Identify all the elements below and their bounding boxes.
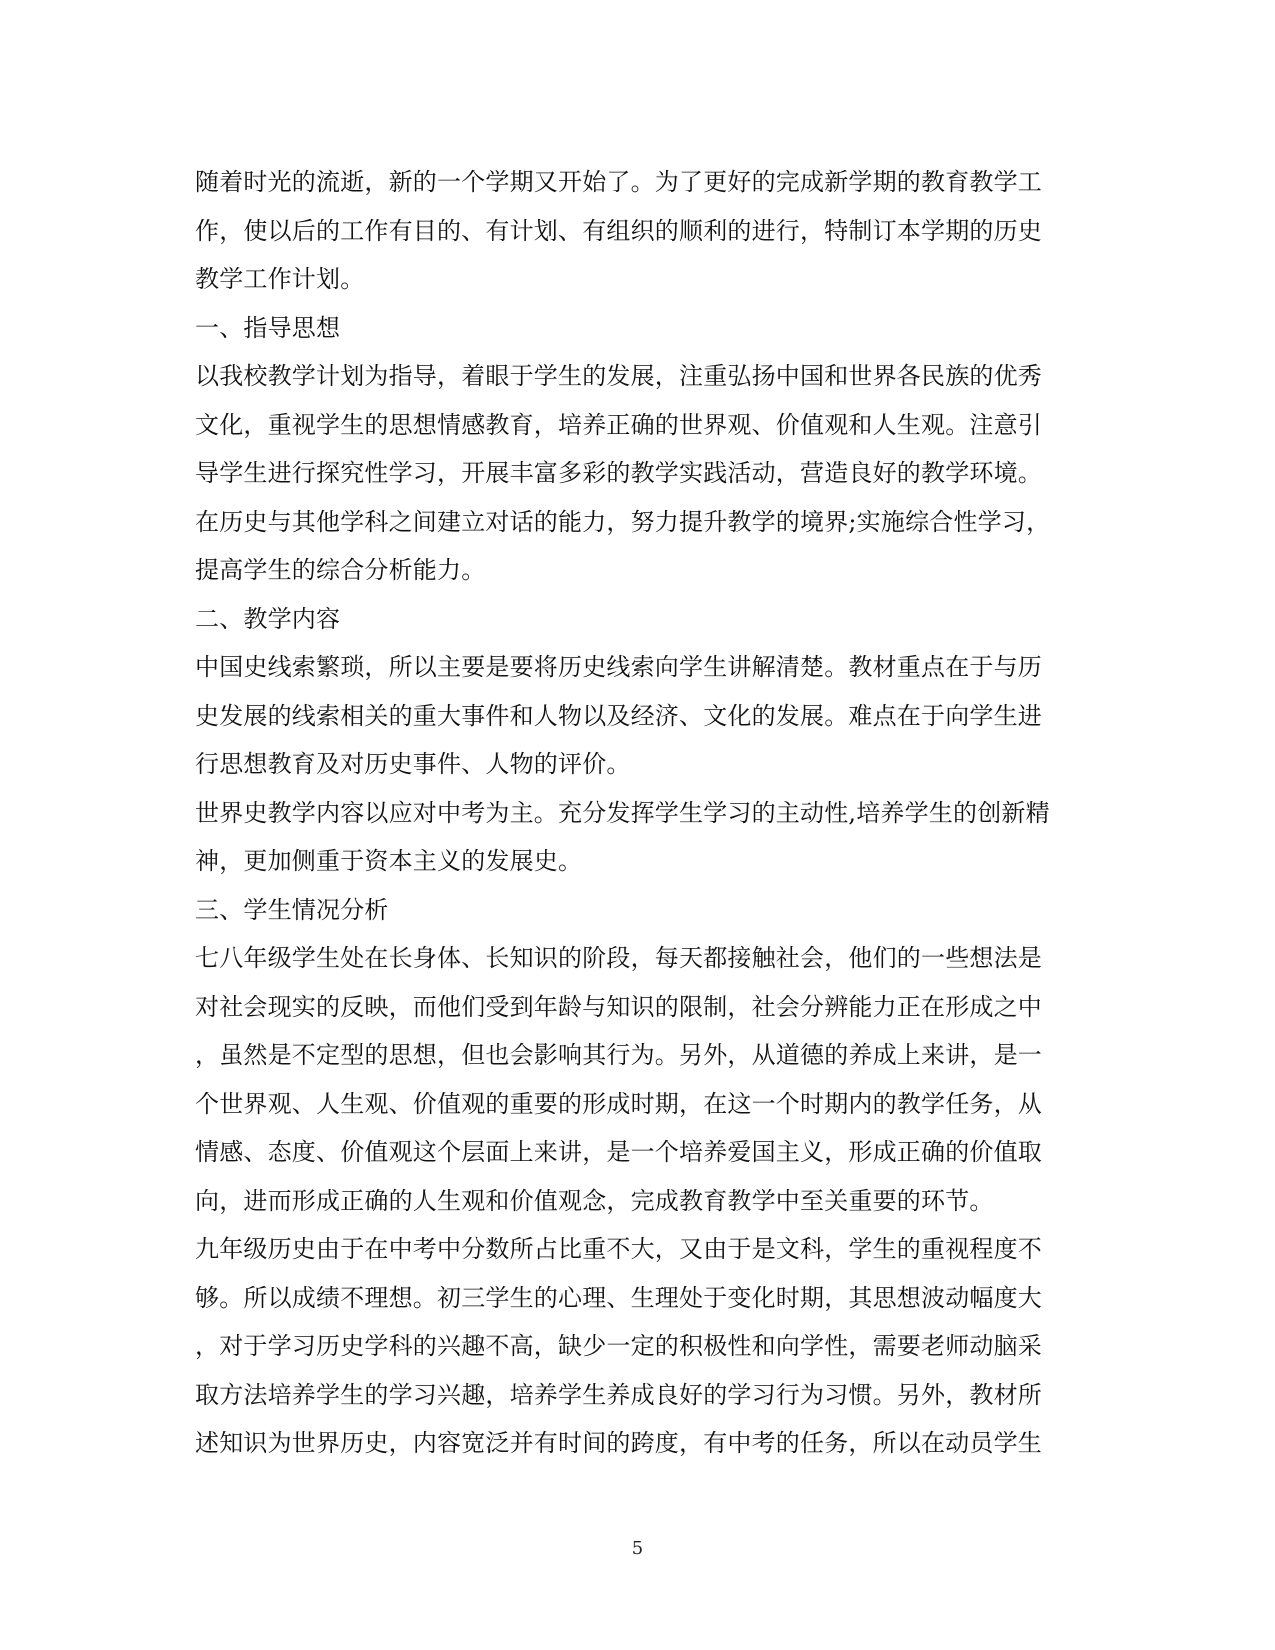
text-line: 九年级历史由于在中考中分数所占比重不大，又由于是文科，学生的重视程度不	[195, 1235, 1042, 1263]
text-line: 述知识为世界历史，内容宽泛并有时间的跨度，有中考的任务，所以在动员学生	[195, 1429, 1042, 1457]
text-line: 在历史与其他学科之间建立对话的能力，努力提升教学的境界;实施综合性学习，	[195, 507, 1051, 536]
text-line: 世界史教学内容以应对中考为主。充分发挥学生学习的主动性,培养学生的创新精	[195, 798, 1050, 827]
text-line: 情感、态度、价值观这个层面上来讲，是一个培养爱国主义，形成正确的价值取	[195, 1138, 1042, 1166]
text-line: ，虽然是不定型的思想，但也会影响其行为。另外，从道德的养成上来讲，是一	[195, 1041, 1042, 1069]
section-heading: 二、教学内容	[195, 604, 341, 633]
text-line: 个世界观、人生观、价值观的重要的形成时期，在这一个时期内的教学任务，从	[195, 1089, 1042, 1118]
text-line: 取方法培养学生的学习兴趣，培养学生养成良好的学习行为习惯。另外，教材所	[195, 1380, 1042, 1409]
text-line: 对社会现实的反映，而他们受到年龄与知识的限制，社会分辨能力正在形成之中	[195, 992, 1042, 1021]
text-line: 随着时光的流逝，新的一个学期又开始了。为了更好的完成新学期的教育教学工	[195, 168, 1042, 196]
text-line: 教学工作计划。	[195, 265, 365, 293]
text-line: 作，使以后的工作有目的、有计划、有组织的顺利的进行，特制订本学期的历史	[195, 216, 1042, 245]
text-line: 行思想教育及对历史事件、人物的评价。	[195, 750, 631, 778]
text-line: 文化，重视学生的思想情感教育，培养正确的世界观、价值观和人生观。注意引	[195, 410, 1042, 439]
text-line: 史发展的线索相关的重大事件和人物以及经济、文化的发展。难点在于向学生进	[195, 701, 1042, 730]
text-line: 够。所以成绩不理想。初三学生的心理、生理处于变化时期，其思想波动幅度大	[195, 1283, 1042, 1312]
text-line: 提高学生的综合分析能力。	[195, 556, 486, 584]
text-line: 导学生进行探究性学习，开展丰富多彩的教学实践活动，营造良好的教学环境。	[195, 459, 1042, 487]
text-line: 神，更加侧重于资本主义的发展史。	[195, 847, 583, 875]
text-line: 向，进而形成正确的人生观和价值观念，完成教育教学中至关重要的环节。	[195, 1186, 994, 1215]
page-number: 5	[631, 1538, 644, 1559]
text-line: ，对于学习历史学科的兴趣不高，缺少一定的积极性和向学性，需要老师动脑采	[195, 1332, 1042, 1360]
text-line: 以我校教学计划为指导，着眼于学生的发展，注重弘扬中国和世界各民族的优秀	[195, 362, 1042, 390]
section-heading: 三、学生情况分析	[195, 895, 389, 924]
text-line: 七八年级学生处在长身体、长知识的阶段，每天都接触社会，他们的一些想法是	[195, 944, 1042, 972]
text-line: 中国史线索繁琐，所以主要是要将历史线索向学生讲解清楚。教材重点在于与历	[195, 653, 1042, 681]
document-body	[195, 158, 1085, 1468]
section-heading: 一、指导思想	[195, 313, 341, 342]
